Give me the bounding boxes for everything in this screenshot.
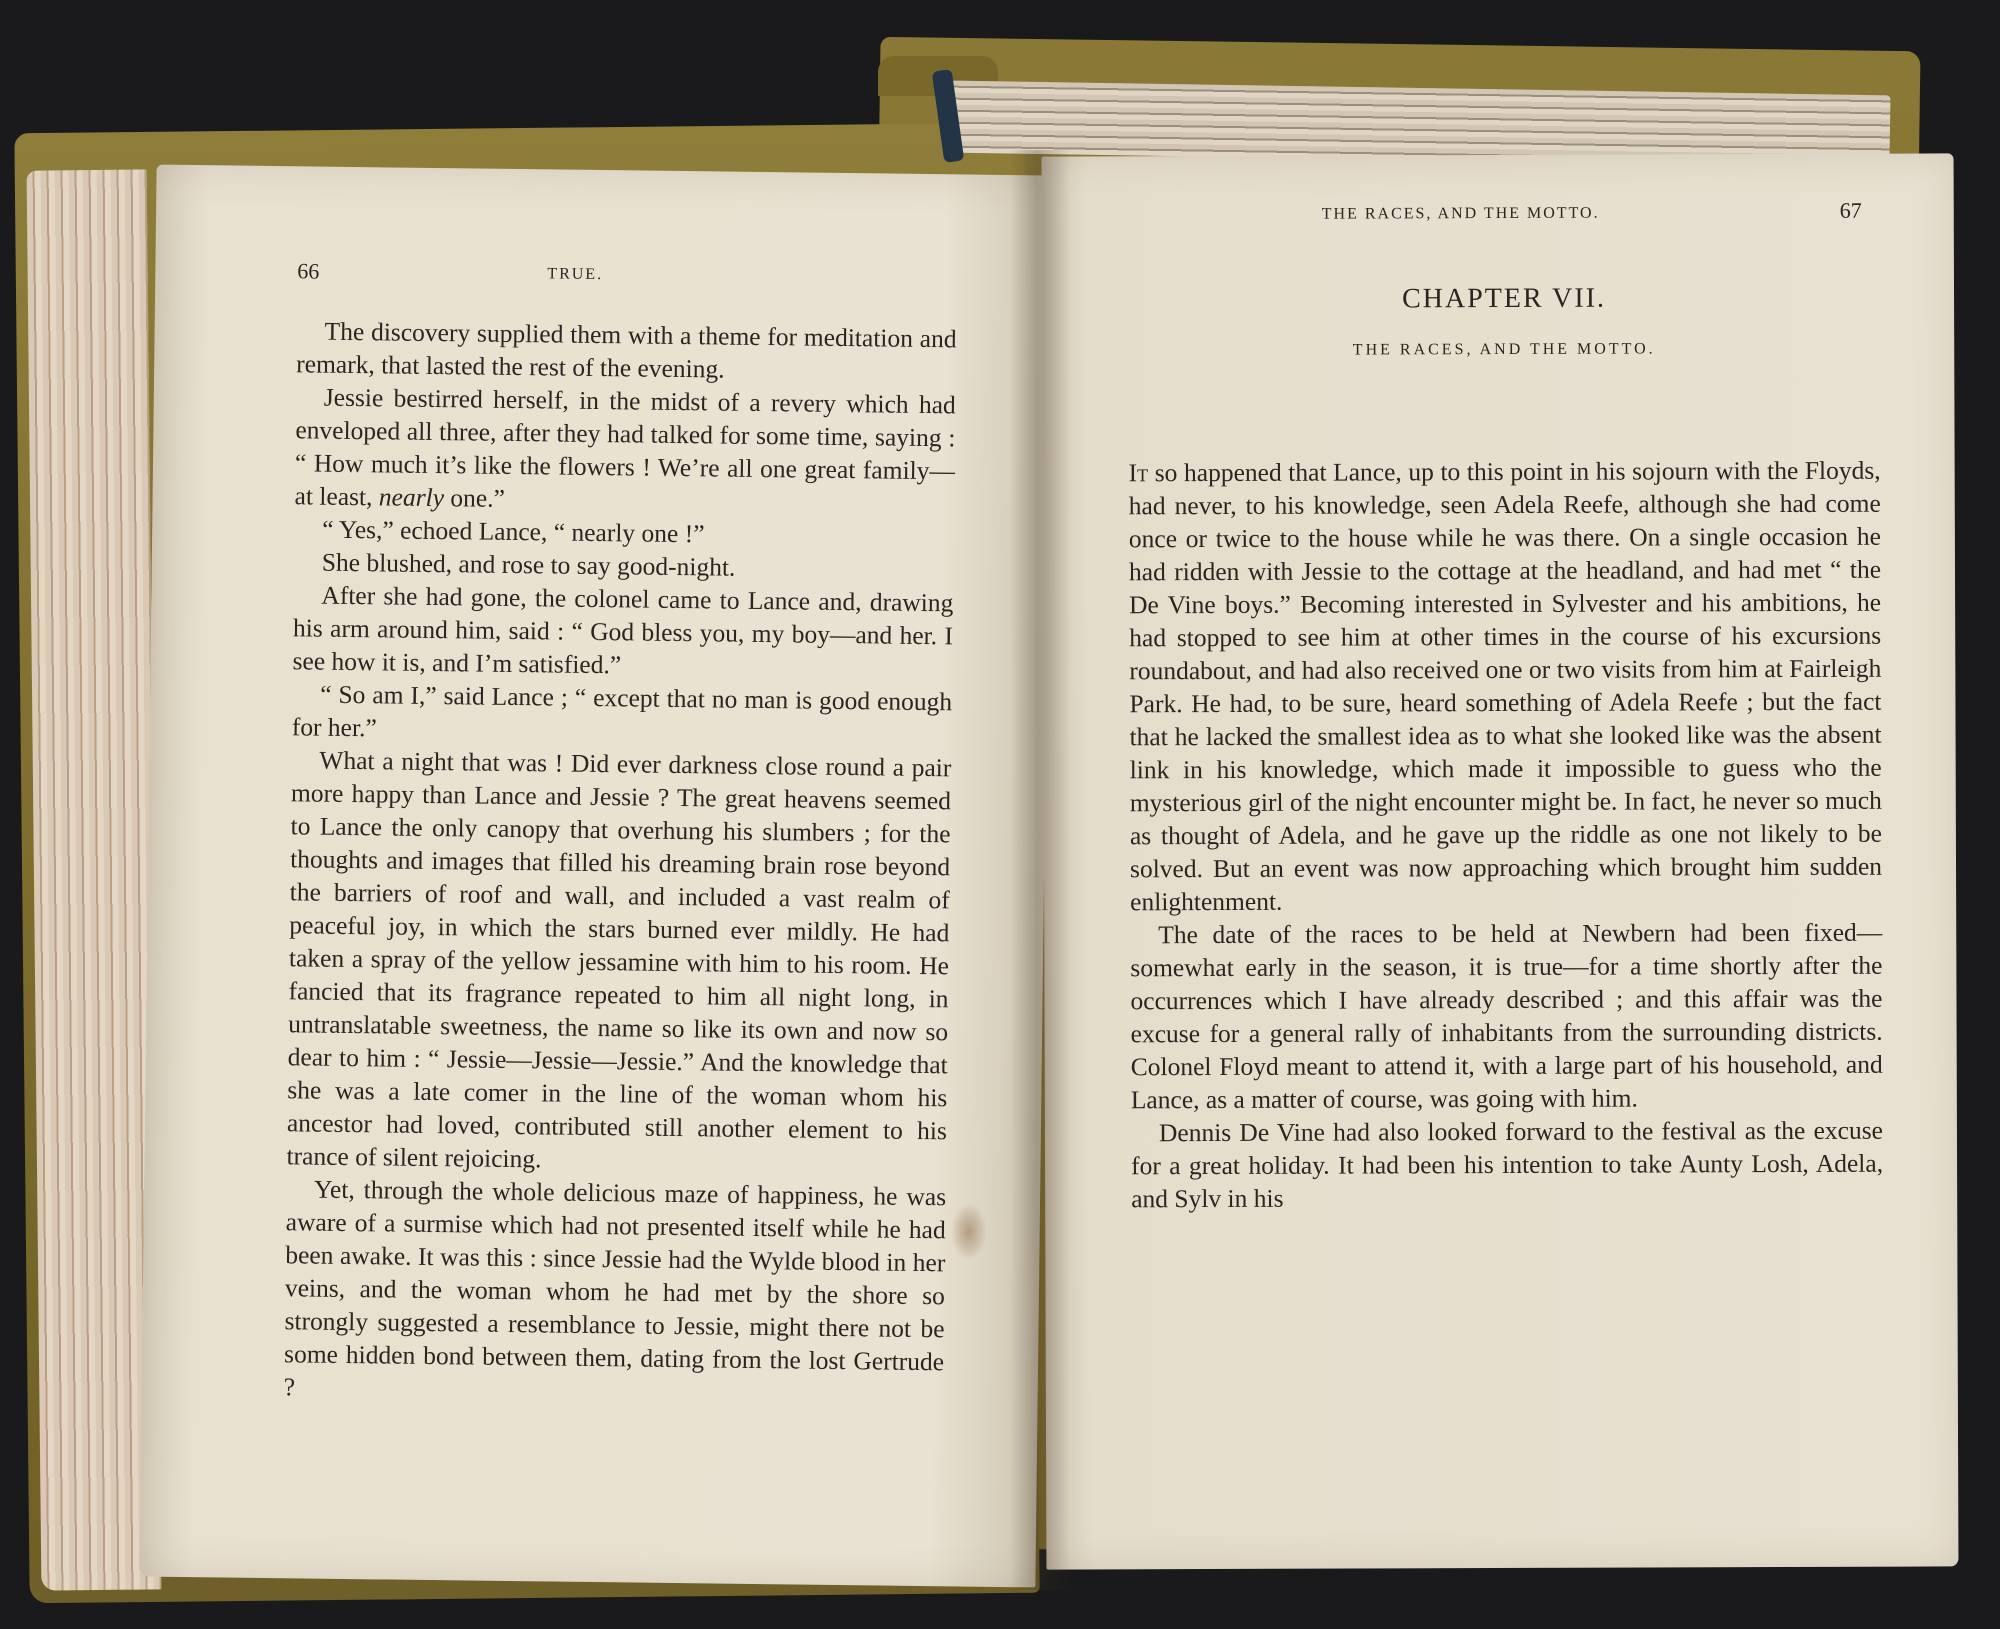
page-number-left: 66 — [297, 258, 320, 284]
running-title-left: TRUE. — [547, 265, 604, 284]
gutter-shadow — [1010, 150, 1070, 1590]
paragraph: Yet, through the whole delicious maze of happiness, he was aware of a surmise which had not presented itself while he had been awake. It was this : since Jessie had the Wylde blood in her veins, and the woman whom he had met by the shore so strongly suggested a resemblance to Jessie, might there not be some hidden bond between them, dating from the lost Gertrude ? — [283, 1174, 947, 1402]
chapter-subtitle: THE RACES, AND THE MOTTO. — [1352, 340, 1656, 359]
italic-word: nearly — [378, 482, 445, 513]
left-running-head — [297, 258, 954, 284]
paragraph: After she had gone, the colonel came to Lance and, drawing his arm around him, said : “ God bless you, my boy—and her. I see how it is, and I’m satisfied.” — [292, 580, 954, 680]
left-page — [139, 165, 1052, 1588]
right-page-body — [1129, 454, 1884, 1216]
paragraph: Dennis De Vine had also looked forward to the festival as the excuse for a great holiday. It had been his intention to take Aunty Losh, Adela, and Sylv in his — [1131, 1115, 1884, 1214]
page-number-right: 67 — [1839, 197, 1862, 223]
right-page — [1042, 153, 1959, 1569]
right-running-head — [1242, 197, 1862, 223]
left-page-body — [284, 314, 957, 1411]
paragraph-text: one.” — [443, 483, 506, 513]
paragraph: The date of the races to be held at Newbern had been fixed—somewhat early in the season, it is true—for a time shortly after the occurrences which I have already described ; and this affair was the excuse for a general rally of inhabitants from the surrounding districts. Colonel Floyd meant to attend it, with a large part of his household, and Lance, as a matter of course, was going with him. — [1130, 917, 1883, 1115]
paragraph: “ So am I,” said Lance ; “ except that no man is good enough for her.” — [291, 679, 953, 743]
running-title-right: THE RACES, AND THE MOTTO. — [1321, 204, 1600, 223]
paragraph-text: so happened that Lance, up to this point in his sojourn with the Floyds, had never, to his knowledge, seen Adela Reefe, although she had come once or twice to the house while he was there. On a single occasion he had ridden with Jessie to the cottage at the headland, and had met “ the De Vine boys.” Becoming interested in Sylvester and his ambitions, he had stopped to see him at other times in the course of his excursions roundabout, and had also received one or two visits from him at Fairleigh Park. He had, to be sure, heard something of Adela Reefe ; but the fact that he lacked the smallest idea as to what she looked like was the absent link in his knowledge, which made it impossible to guess who the mysterious girl of the night encounter might be. In fact, he never so much as thought of Adela, and he gave up the riddle as one not likely to be solved. But an event was now approaching which brought him sudden enlightenment. — [1128, 455, 1883, 917]
paragraph: “ Yes,” echoed Lance, “ nearly one !” — [322, 514, 705, 549]
paragraph-text: Jessie bestirred herself, in the midst of a revery which had enveloped all three, after they had talked for some time, saying : “ How much it’s like the flowers ! We’re all one great family—at least, — [294, 382, 956, 512]
paragraph: What a night that was ! Did ever darkness close round a pair more happy than Lance and Jessie ? The great heavens seemed to Lance the only canopy that overhung his slumbers ; for the thoughts and images that filled his dreaming brain rose beyond the barriers of roof and wall, and included a vast realm of peaceful joy, in which the stars burned ever mildly. He had taken a spray of the yellow jessamine with him to his room. He fancied that its fragrance repeated to him all night long, in untranslatable sweetness, the name so like its own and now so dear to him : “ Jessie—Jessie—Jessie.” And the knowledge that she was a late comer in the line of the woman whom his ancestor had loved, contributed still another element to his trance of silent rejoicing. — [286, 745, 952, 1174]
chapter-title: CHAPTER VII. — [1402, 282, 1607, 315]
paragraph: She blushed, and rose to say good-night. — [321, 547, 736, 582]
paragraph — [294, 380, 956, 520]
foxing-stain — [951, 1204, 986, 1258]
paragraph: The discovery supplied them with a theme for meditation and remark, that lasted the rest of the evening. — [296, 316, 957, 384]
paragraph — [1129, 454, 1883, 919]
drop-word: It — [1128, 458, 1149, 488]
